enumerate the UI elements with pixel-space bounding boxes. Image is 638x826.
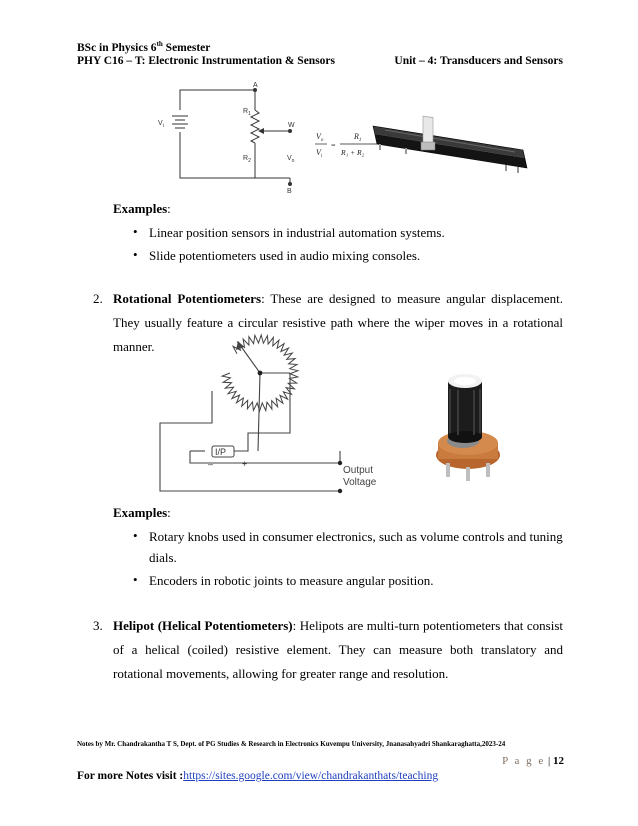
page-number: P a g e | 12 bbox=[502, 755, 564, 767]
list-item: Linear position sensors in industrial automation systems. bbox=[149, 225, 445, 240]
footer-notes: Notes by Mr. Chandrakantha T S, Dept. of PG Studies & Research in Electronics Kuvempu University, Jnanasahyadri Shankaraghatta,2023-24 bbox=[77, 740, 506, 748]
bullet-dot: • bbox=[133, 224, 138, 239]
section-2-paragraph: Rotational Potentiometers: These are designed to measure angular displacement. They usually feature a circular resistive path where the wiper moves in a rotational manner. bbox=[113, 291, 563, 354]
linear-pot-circuit-diagram bbox=[150, 80, 325, 195]
rotary-potentiometer-image bbox=[408, 355, 508, 495]
r2-label: $R_2$ bbox=[243, 155, 251, 164]
course-title: BSc in Physics 6th Semester bbox=[77, 40, 211, 54]
rotary-pot-circuit-diagram bbox=[150, 333, 400, 498]
svg-text:Vo: $V_o$ bbox=[316, 132, 324, 143]
svg-text:=: = bbox=[331, 141, 336, 150]
examples-heading-2: Examples: bbox=[113, 505, 171, 520]
plus-label: + bbox=[242, 459, 248, 469]
terminal-b-label: B bbox=[287, 188, 292, 195]
minus-label: – bbox=[208, 459, 214, 469]
section-number-2: 2. bbox=[93, 291, 103, 306]
footer-more-notes: For more Notes visit :https://sites.google.com/view/chandrakanthats/teaching bbox=[77, 770, 439, 782]
svg-text:R₁ + R₂: R₁ + R₂ bbox=[341, 148, 365, 157]
slide-potentiometer-image bbox=[365, 98, 540, 188]
list-item: Rotary knobs used in consumer electronics, such as volume controls and tuning bbox=[149, 529, 563, 544]
paper-title: PHY C16 – T: Electronic Instrumentation & Sensors bbox=[77, 55, 335, 67]
vi-label: $V_i$ bbox=[158, 120, 164, 129]
section-3-paragraph: Helipot (Helical Potentiometers): Helipots are multi-turn potentiometers that consist of a helical (coiled) resistive element. They can measure both translatory and rotational movements, allowing for greater range and resolution. bbox=[113, 618, 563, 681]
vo-label: $V_o$ bbox=[287, 155, 295, 164]
svg-text:R1: $R_1$ bbox=[354, 132, 362, 143]
teaching-notes-link[interactable]: https://sites.google.com/view/chandrakanthats/teaching bbox=[183, 770, 439, 782]
list-item: Slide potentiometers used in audio mixing consoles. bbox=[149, 248, 421, 263]
terminal-a-label: A bbox=[253, 82, 258, 89]
unit-title: Unit – 4: Transducers and Sensors bbox=[394, 55, 563, 67]
bullet-dot: • bbox=[133, 572, 138, 587]
terminal-w-label: W bbox=[288, 122, 295, 129]
examples-heading-1: Examples: bbox=[113, 201, 171, 216]
output-label-line1: Output bbox=[343, 465, 374, 476]
list-item-continuation: dials. bbox=[149, 550, 177, 565]
ip-label: I/P bbox=[215, 447, 227, 457]
r1-label: $R_1$ bbox=[243, 108, 251, 117]
bullet-dot: • bbox=[133, 528, 138, 543]
output-label-line2: Voltage bbox=[343, 477, 377, 488]
section-number-3: 3. bbox=[93, 618, 103, 633]
bullet-dot: • bbox=[133, 247, 138, 262]
svg-text:Vi: $V_i$ bbox=[316, 148, 323, 159]
list-item: Encoders in robotic joints to measure angular position. bbox=[149, 573, 434, 588]
